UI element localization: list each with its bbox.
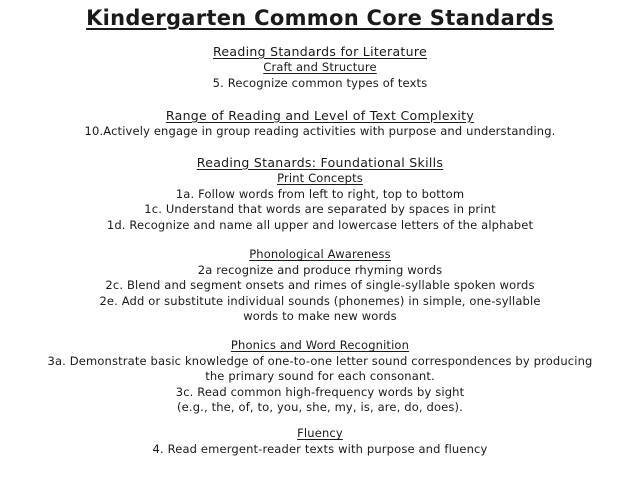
section-text-complexity xyxy=(0,108,640,140)
subheading-fluency: Fluency xyxy=(297,426,343,440)
standard-item: 1d. Recognize and name all upper and lowercase letters of the alphabet xyxy=(106,217,534,232)
section-phonological-awareness xyxy=(0,247,640,325)
section-heading-complexity: Range of Reading and Level of Text Complexity xyxy=(165,108,475,123)
standard-item: words to make new words xyxy=(243,309,397,324)
section-reading-literature xyxy=(0,44,640,91)
standard-item: 2e. Add or substitute individual sounds (phonemes) in simple, one-syllable xyxy=(99,293,541,308)
section-foundational-skills xyxy=(0,155,640,233)
standard-item: 3c. Read common high-frequency words by sight xyxy=(175,384,465,399)
section-phonics-word-recognition xyxy=(0,338,640,416)
standard-item: 1a. Follow words from left to right, top to bottom xyxy=(175,186,465,201)
standard-item: 2a recognize and produce rhyming words xyxy=(197,262,443,277)
standard-item: 5. Recognize common types of texts xyxy=(212,75,428,90)
standard-item: (e.g., the, of, to, you, she, my, is, are, do, does). xyxy=(177,400,463,415)
section-fluency xyxy=(0,426,640,457)
standard-item: the primary sound for each consonant. xyxy=(205,369,435,384)
subheading-phonological-awareness: Phonological Awareness xyxy=(249,247,391,261)
subheading-phonics: Phonics and Word Recognition xyxy=(230,338,410,352)
standard-item: 2c. Blend and segment onsets and rimes of single-syllable spoken words xyxy=(105,278,535,293)
subheading-print-concepts: Print Concepts xyxy=(277,171,363,185)
standard-item: 3a. Demonstrate basic knowledge of one-to-one letter sound correspondences by producing xyxy=(47,353,593,368)
section-heading-literature: Reading Standards for Literature xyxy=(212,44,428,59)
standard-item: 10.Actively engage in group reading activities with purpose and understanding. xyxy=(84,124,556,138)
page-title: Kindergarten Common Core Standards xyxy=(86,6,554,30)
standard-item: 4. Read emergent-reader texts with purpose and fluency xyxy=(152,441,488,456)
subheading-craft-structure: Craft and Structure xyxy=(263,60,377,74)
standard-item: 1c. Understand that words are separated by spaces in print xyxy=(144,202,496,217)
section-heading-foundational: Reading Stanards: Foundational Skills xyxy=(196,155,444,170)
